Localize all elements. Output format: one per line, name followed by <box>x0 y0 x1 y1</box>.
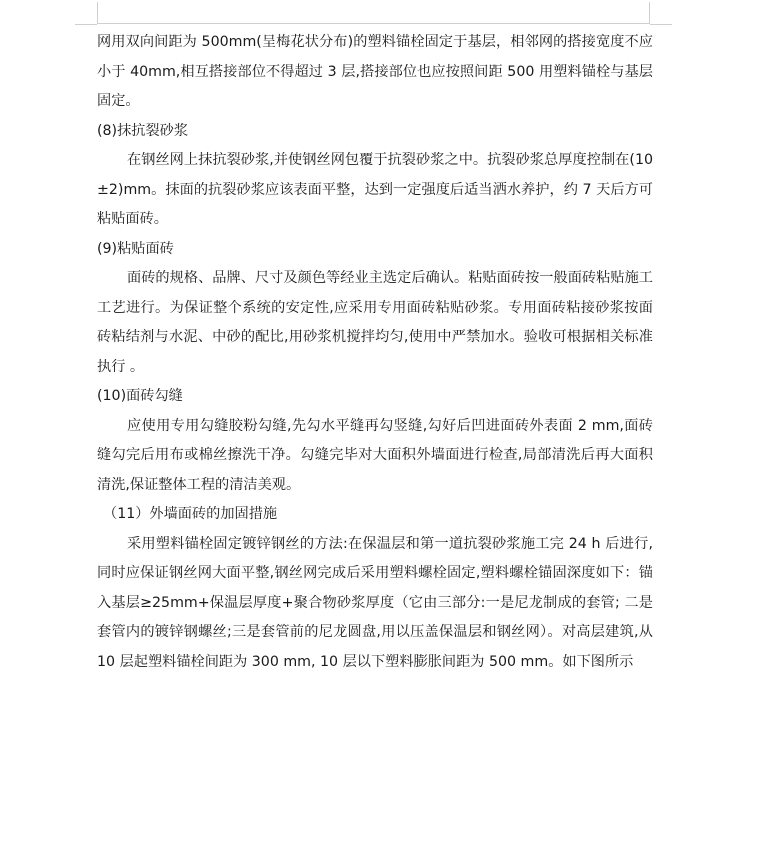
heading-tile-pointing: (10)面砖勾缝 <box>97 388 183 404</box>
heading-tile-bonding: (9)粘贴面砖 <box>97 240 174 257</box>
paragraph-tile-pointing: 应使用专用勾缝胶粉勾缝,先勾水平缝再勾竖缝,勾好后凹进面砖外表面 2 mm,面砖缝勾完后用布或棉丝擦洗干净。勾缝完毕对大面积外墙面进行检查,局部清洗后再大面积清洗,保证整体工程的清洁美观。 <box>97 417 653 493</box>
right-margin-mark <box>650 24 672 25</box>
paragraph-mesh-fixing: 网用双向间距为 500mm(呈梅花状分布)的塑料锚栓固定于基层，相邻网的搭接宽度不应小于 40mm,相互搭接部位不得超过 3 层,搭接部位也应按照间距 500 用塑料锚栓与基层固定。 <box>97 34 653 109</box>
paragraph-crack-resistant-mortar: 在钢丝网上抹抗裂砂浆,并使钢丝网包覆于抗裂砂浆之中。抗裂砂浆总厚度控制在(10 ±2)mm。抹面的抗裂砂浆应该表面平整，达到一定强度后适当洒水养护，约 7 天后方可粘贴面砖。 <box>97 152 653 227</box>
heading-crack-resistant-mortar: (8)抹抗裂砂浆 <box>97 122 189 139</box>
left-margin-mark <box>75 24 97 25</box>
heading-tile-reinforcement: （11）外墙面砖的加固措施 <box>103 506 278 522</box>
paragraph-tile-reinforcement: 采用塑料锚栓固定镀锌钢丝的方法:在保温层和第一道抗裂砂浆施工完 24 h 后进行,同时应保证钢丝网大面平整,钢丝网完成后采用塑料螺栓固定,塑料螺栓锚固深度如下：锚入基层≥25mm+保温层厚度+聚合物砂浆厚度（它由三部分:一是尼龙制成的套管; 二是套管内的镀锌钢螺丝;三是套管前的尼龙圆盘,用以压盖保温层和钢丝网）。对高层建筑,从 10 层起塑料锚栓间距为 300 mm, 10 层以下塑料膨胀间距为 500 mm。如下图所示 <box>97 535 653 670</box>
paragraph-tile-bonding: 面砖的规格、品牌、尺寸及颜色等经业主选定后确认。粘贴面砖按一般面砖粘贴施工工艺进行。为保证整个系统的安定性,应采用专用面砖粘贴砂浆。专用面砖粘接砂浆按面砖粘结剂与水泥、中砂的配比,用砂浆机搅拌均匀,使用中严禁加水。验收可根据相关标准执行 。 <box>97 270 653 375</box>
page-header-frame <box>97 2 650 24</box>
document-body <box>97 28 653 677</box>
